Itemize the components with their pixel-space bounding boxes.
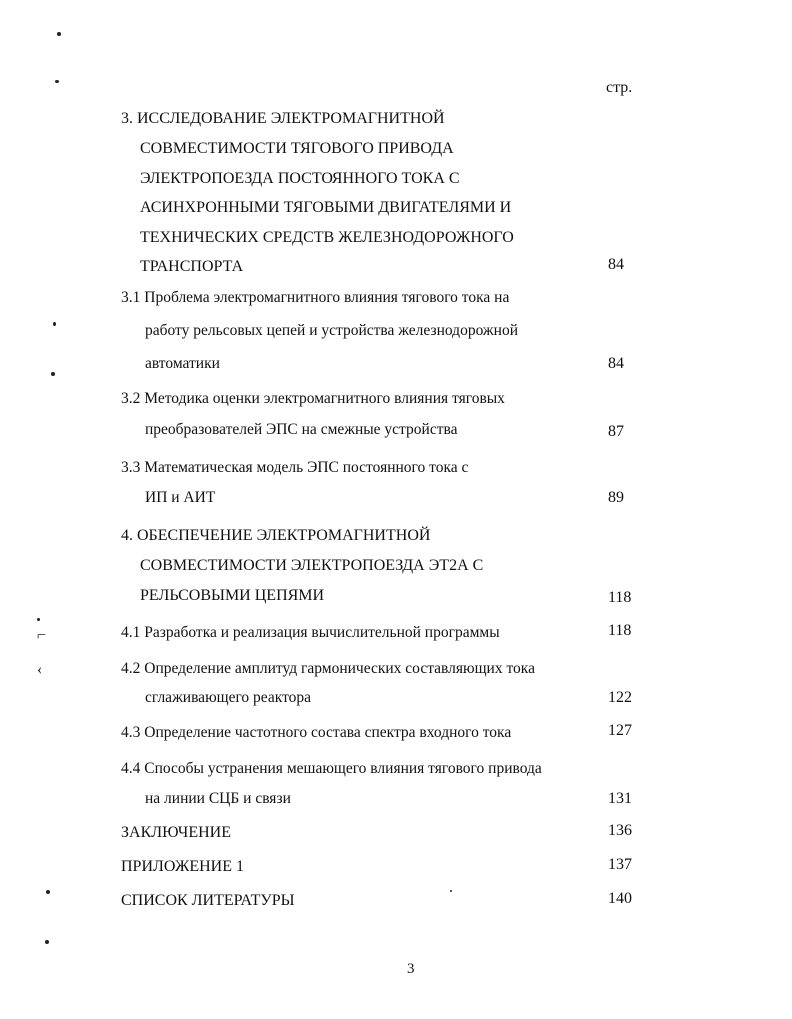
toc-page-number: 122: [608, 689, 632, 706]
scan-speck: [450, 890, 452, 892]
toc-page-number: 118: [608, 589, 632, 606]
toc-entry-line: 4. ОБЕСПЕЧЕНИЕ ЭЛЕКТРОМАГНИТНОЙ: [121, 527, 431, 544]
toc-entry-line: 4.3 Определение частотного состава спектра входного тока: [121, 724, 512, 741]
toc-entry-line: автоматики: [145, 355, 220, 372]
toc-entry-line: ЭЛЕКТРОПОЕЗДА ПОСТОЯННОГО ТОКА С: [140, 170, 460, 187]
toc-entry-line: работу рельсовых цепей и устройства железнодорожной: [145, 322, 518, 339]
toc-entry-line: на линии СЦБ и связи: [145, 790, 291, 807]
toc-page-number: 89: [608, 489, 624, 506]
scan-speck: [51, 372, 55, 376]
page-number: 3: [407, 961, 415, 977]
scan-speck: [57, 32, 61, 36]
scan-mark: ⌐: [37, 627, 47, 644]
toc-entry-line: 4.1 Разработка и реализация вычислительной программы: [121, 624, 500, 641]
toc-entry-line: 4.4 Способы устранения мешающего влияния тягового привода: [121, 760, 542, 777]
toc-entry-line: ИП и АИТ: [145, 489, 216, 506]
toc-entry-line: ТЕХНИЧЕСКИХ СРЕДСТВ ЖЕЛЕЗНОДОРОЖНОГО: [140, 229, 514, 246]
toc-entry-line: 3.3 Математическая модель ЭПС постоянного тока с: [121, 459, 469, 476]
toc-page-number: 118: [608, 622, 632, 639]
page-column-label: стр.: [606, 79, 633, 96]
toc-entry-line: АСИНХРОННЫМИ ТЯГОВЫМИ ДВИГАТЕЛЯМИ И: [140, 199, 512, 216]
toc-page-number: 137: [608, 856, 632, 873]
toc-entry-line: СОВМЕСТИМОСТИ ЭЛЕКТРОПОЕЗДА ЭТ2А С: [140, 557, 484, 574]
toc-page-number: 127: [608, 722, 632, 739]
toc-entry-line: РЕЛЬСОВЫМИ ЦЕПЯМИ: [140, 587, 325, 604]
scan-speck: [55, 80, 59, 83]
toc-page-number: 87: [608, 423, 624, 440]
toc-page-number: 131: [608, 790, 632, 807]
toc-page-number: 84: [608, 355, 624, 372]
toc-entry-line: преобразователей ЭПС на смежные устройства: [145, 421, 458, 438]
toc-entry-line: 3. ИССЛЕДОВАНИЕ ЭЛЕКТРОМАГНИТНОЙ: [121, 110, 445, 127]
toc-entry-line: СОВМЕСТИМОСТИ ТЯГОВОГО ПРИВОДА: [140, 140, 454, 157]
toc-page-number: 136: [608, 822, 632, 839]
toc-entry-line: СПИСОК ЛИТЕРАТУРЫ: [121, 892, 295, 909]
scan-mark: ‹: [37, 661, 43, 678]
toc-entry-line: сглаживающего реактора: [145, 689, 312, 706]
scan-speck: [45, 940, 49, 944]
toc-entry-line: 3.1 Проблема электромагнитного влияния тягового тока на: [121, 289, 510, 306]
toc-entry-line: 3.2 Методика оценки электромагнитного влияния тяговых: [121, 390, 505, 407]
scan-speck: [37, 618, 40, 621]
toc-entry-line: ТРАНСПОРТА: [140, 258, 244, 275]
toc-entry-line: ПРИЛОЖЕНИЕ 1: [121, 858, 245, 875]
scan-speck: [46, 890, 50, 894]
toc-page-number: 84: [608, 256, 624, 273]
toc-page-number: 140: [608, 890, 632, 907]
scan-speck: [53, 322, 56, 326]
toc-entry-line: 4.2 Определение амплитуд гармонических составляющих тока: [121, 660, 535, 677]
toc-entry-line: ЗАКЛЮЧЕНИЕ: [121, 824, 231, 841]
